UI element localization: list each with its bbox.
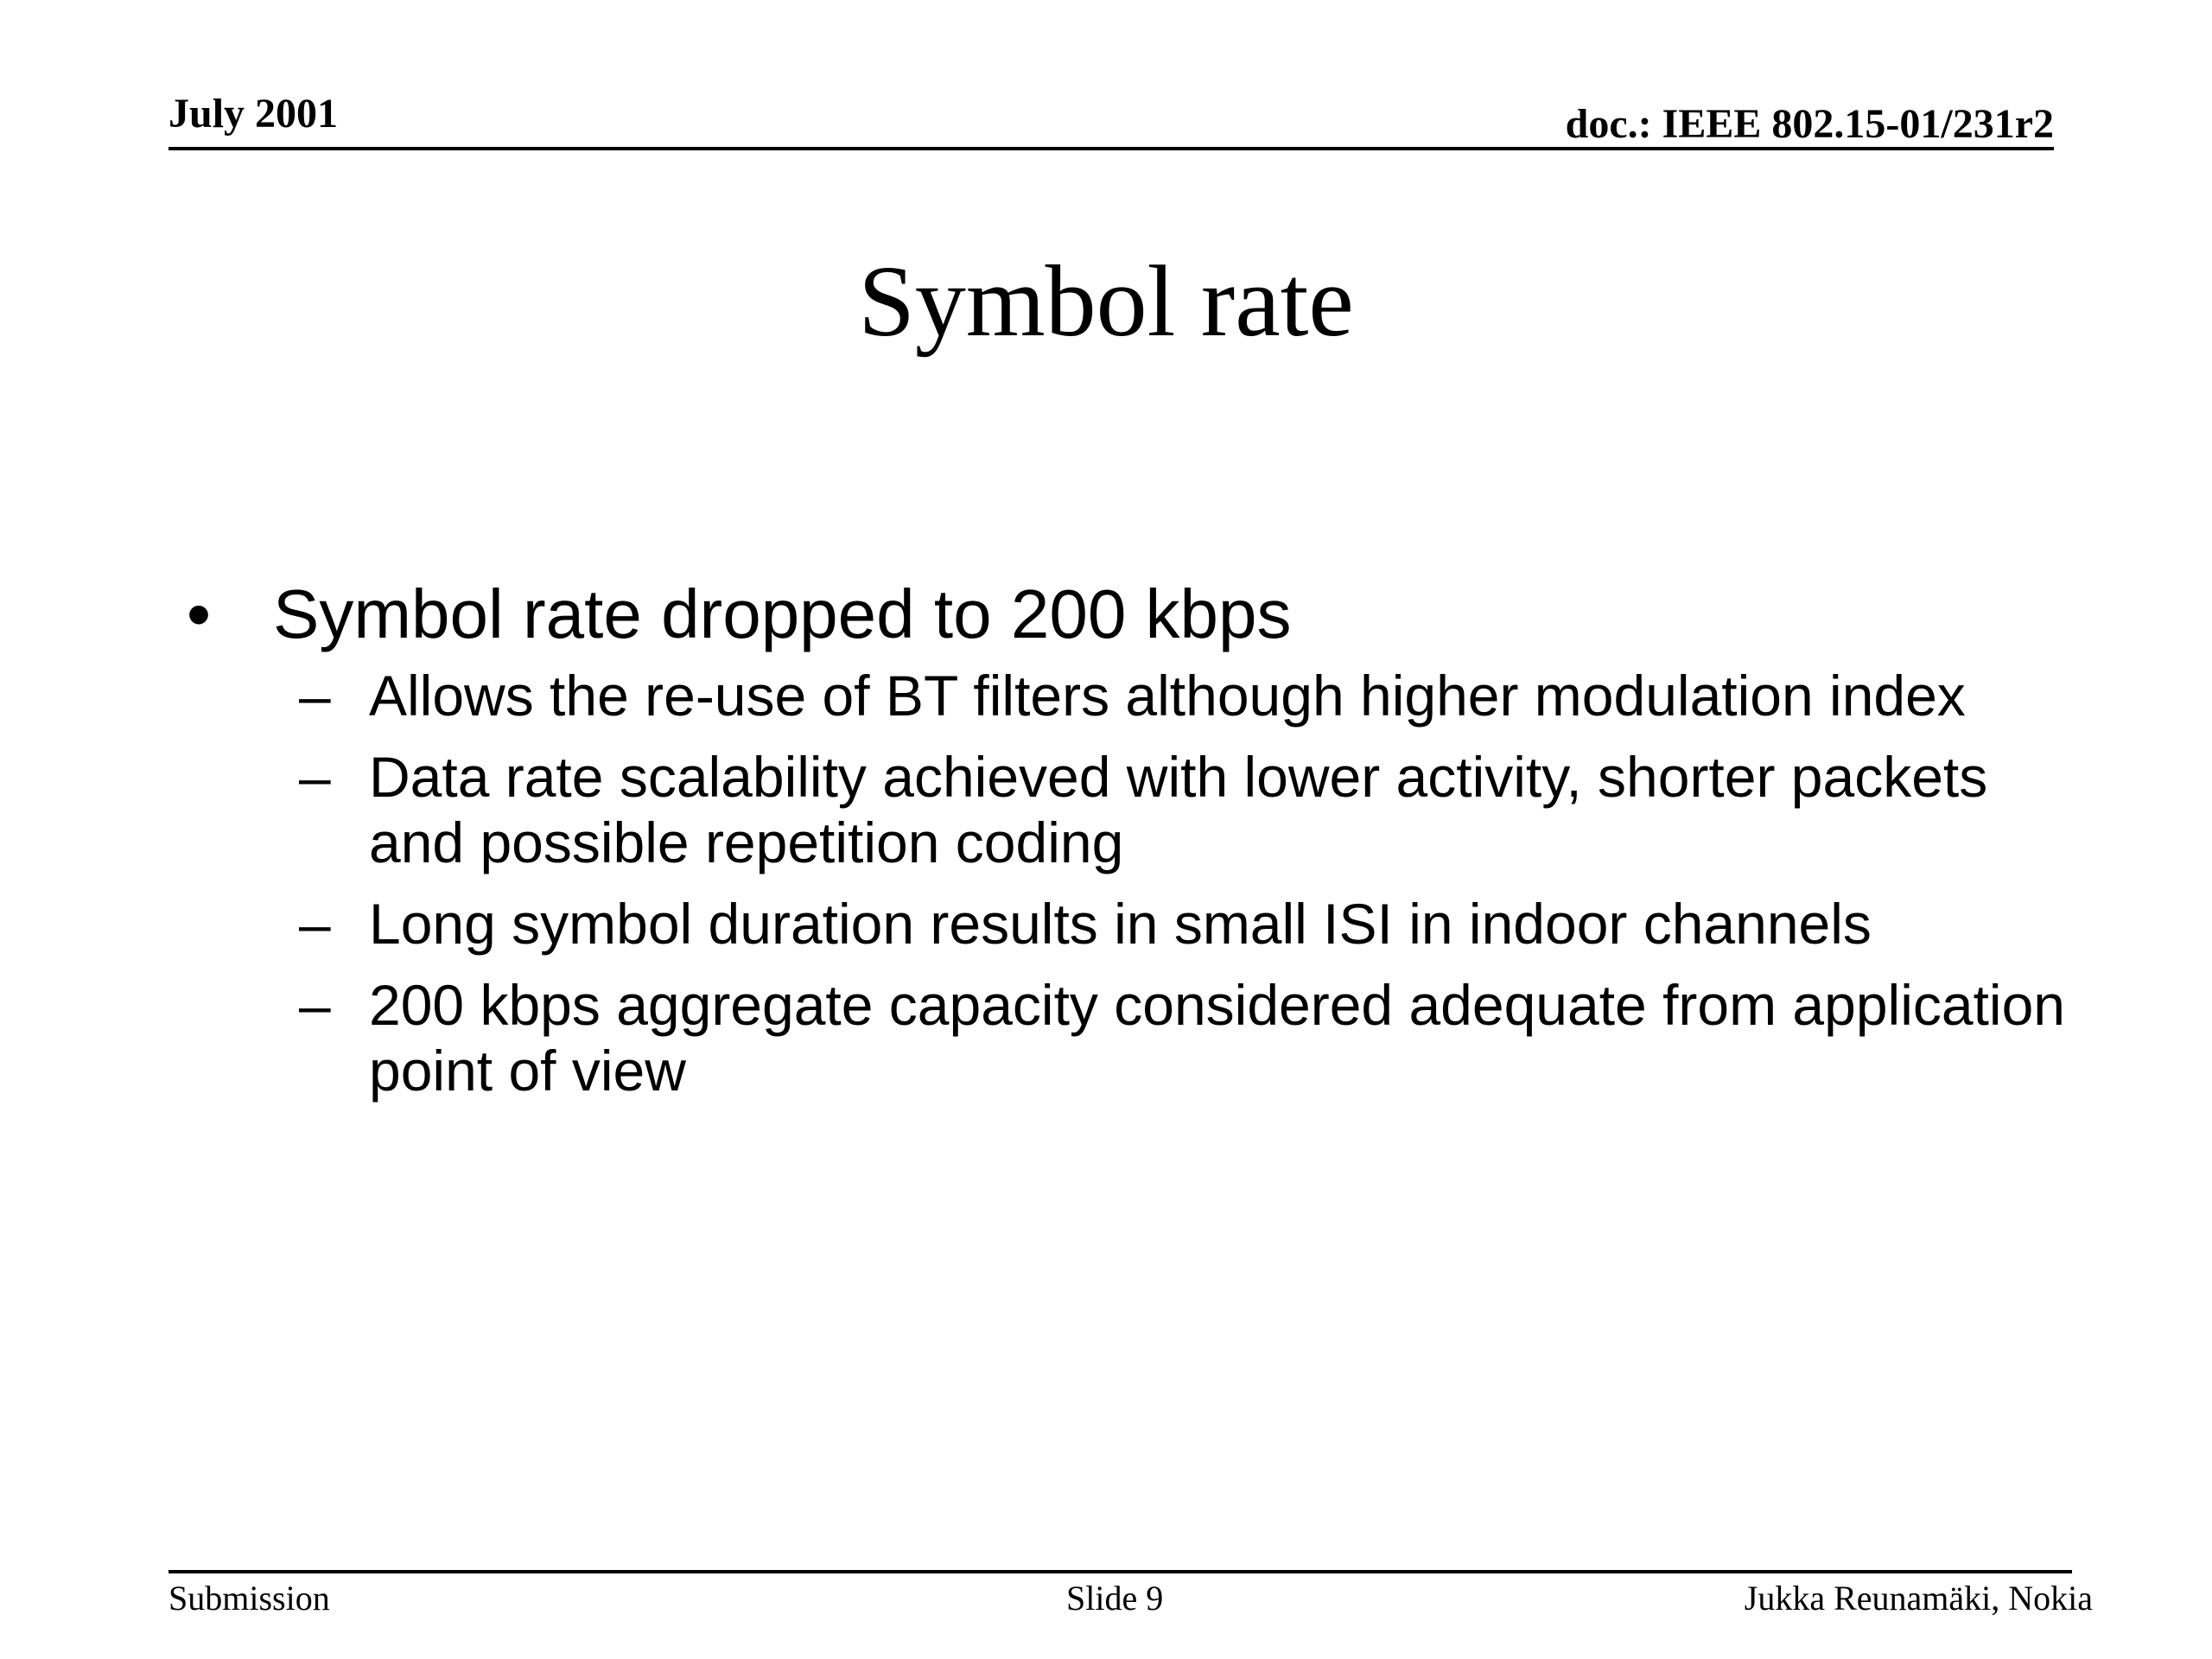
footer-author: Jukka Reunamäki, Nokia xyxy=(1744,1579,2093,1618)
sub-bullet-item xyxy=(299,972,2088,1103)
header-doc-id: doc.: IEEE 802.15-01/231r2 xyxy=(1565,101,2054,147)
sub-bullet-marker: – xyxy=(299,664,331,728)
sub-bullet-item xyxy=(299,891,2088,957)
bullet-item xyxy=(187,575,2088,654)
sub-bullet-marker: – xyxy=(299,892,331,956)
sub-bullet-item xyxy=(299,663,2088,728)
footer-submission: Submission xyxy=(168,1579,330,1618)
sub-bullet-item xyxy=(299,744,2088,875)
bullet-text: Symbol rate dropped to 200 kbps xyxy=(273,575,1292,652)
bullet-marker: • xyxy=(187,575,212,652)
slide-title: Symbol rate xyxy=(858,245,1354,358)
sub-bullet-text: Data rate scalability achieved with lower activity, shorter packets and possible repetition coding xyxy=(369,745,1988,874)
footer-divider xyxy=(168,1570,2072,1573)
sub-bullet-list xyxy=(299,663,2088,1103)
sub-bullet-text: 200 kbps aggregate capacity considered adequate from application point of view xyxy=(369,973,2065,1103)
sub-bullet-marker: – xyxy=(299,973,331,1037)
footer-slide-number: Slide 9 xyxy=(1066,1579,1164,1618)
sub-bullet-marker: – xyxy=(299,745,331,809)
sub-bullet-text: Long symbol duration results in small ISI in indoor channels xyxy=(369,892,1872,956)
slide-body xyxy=(187,575,2088,1119)
header-date: July 2001 xyxy=(168,91,339,137)
header-divider xyxy=(168,147,2054,150)
sub-bullet-text: Allows the re-use of BT filters although higher modulation index xyxy=(369,664,1966,728)
